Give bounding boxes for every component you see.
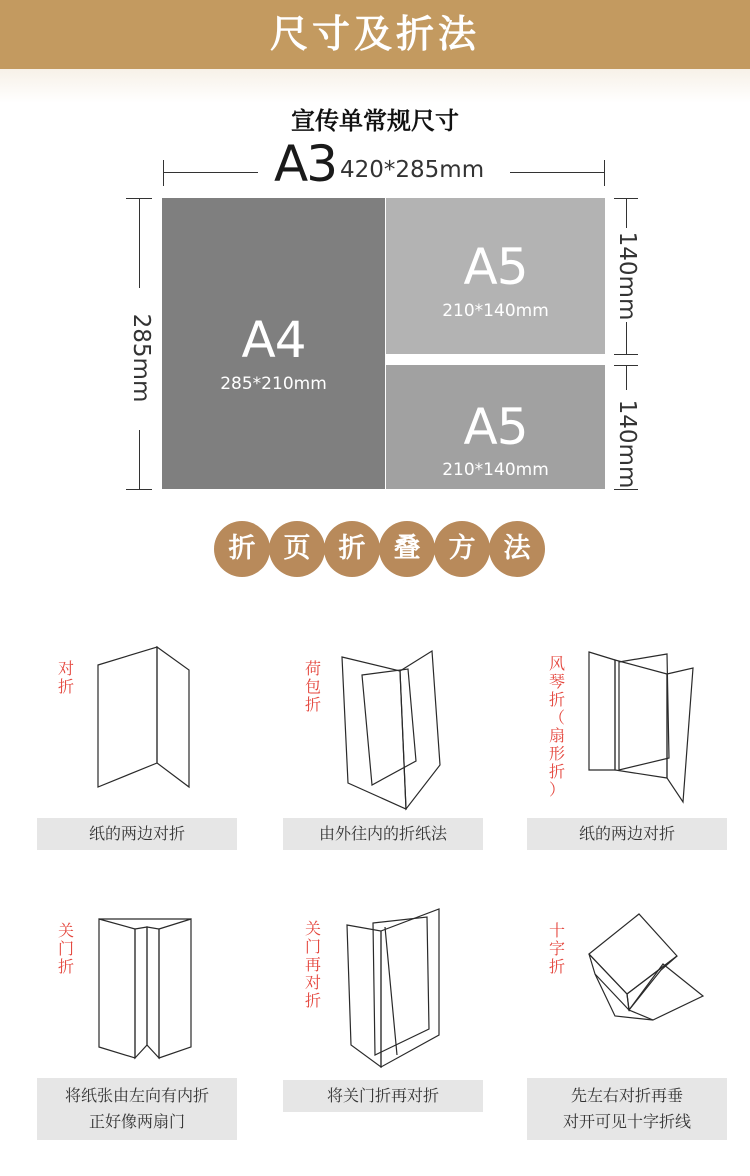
fold-label-accordion: 风 琴 折 （ 扇 形 折 ） xyxy=(548,654,565,799)
fold-caption-gate: 将纸张由左向有内折 正好像两扇门 xyxy=(37,1078,237,1140)
fold-label-cross: 十 字 折 xyxy=(548,921,565,976)
double-gate-fold-icon xyxy=(343,905,448,1070)
height-line-top xyxy=(139,198,140,288)
a5-top-panel xyxy=(386,198,605,354)
fold-caption-double-gate: 将关门折再对折 xyxy=(283,1080,483,1112)
fold-label-roll: 荷 包 折 xyxy=(304,659,321,714)
cross-fold-icon xyxy=(585,910,715,1025)
width-line-left xyxy=(163,172,258,173)
heading-char-1: 折 xyxy=(214,521,270,577)
header-fade xyxy=(0,69,750,103)
fold-caption-accordion: 纸的两边对折 xyxy=(527,818,727,850)
a4-label: A4 xyxy=(241,311,306,369)
a5-bottom-label: A5 xyxy=(463,398,528,456)
size-subtitle: 宣传单常规尺寸 xyxy=(291,107,459,135)
a3-label: A3 xyxy=(274,135,337,193)
heading-char-5: 方 xyxy=(434,521,490,577)
right-line-2a xyxy=(626,365,627,390)
height-tick-bottom xyxy=(126,489,152,490)
right-line-1a xyxy=(626,198,627,228)
heading-char-2: 页 xyxy=(269,521,325,577)
width-tick-right xyxy=(604,160,605,186)
fold-label-double-gate: 关 门 再 对 折 xyxy=(304,919,321,1010)
fold-label-half: 对 折 xyxy=(57,659,74,696)
a3-dimensions: 420*285mm xyxy=(340,157,485,183)
heading-char-3: 折 xyxy=(324,521,380,577)
width-line-right xyxy=(510,172,605,173)
gate-fold-icon xyxy=(95,915,200,1065)
a4-panel xyxy=(162,198,385,489)
fold-caption-cross: 先左右对折再垂 对开可见十字折线 xyxy=(527,1078,727,1140)
a4-dimensions: 285*210mm xyxy=(220,374,327,394)
accordion-fold-icon xyxy=(585,648,705,808)
height-label: 285mm xyxy=(128,313,154,403)
a5-bottom-side-label: 140mm xyxy=(614,399,640,489)
fold-caption-roll: 由外往内的折纸法 xyxy=(283,818,483,850)
heading-char-4: 叠 xyxy=(379,521,435,577)
a5-top-dimensions: 210*140mm xyxy=(442,301,549,321)
roll-fold-icon xyxy=(338,645,448,815)
height-line-bottom xyxy=(139,430,140,489)
right-tick-2 xyxy=(614,354,638,355)
heading-char-6: 法 xyxy=(489,521,545,577)
a5-bottom-dimensions: 210*140mm xyxy=(442,460,549,480)
fold-label-gate: 关 门 折 xyxy=(57,921,74,976)
right-line-1b xyxy=(626,322,627,354)
page-title: 尺寸及折法 xyxy=(269,12,480,56)
a5-bottom-panel xyxy=(386,365,605,489)
a5-top-label: A5 xyxy=(463,238,528,296)
a5-top-side-label: 140mm xyxy=(614,231,640,321)
fold-caption-half: 纸的两边对折 xyxy=(37,818,237,850)
width-tick-left xyxy=(163,160,164,186)
half-fold-icon xyxy=(90,640,200,810)
